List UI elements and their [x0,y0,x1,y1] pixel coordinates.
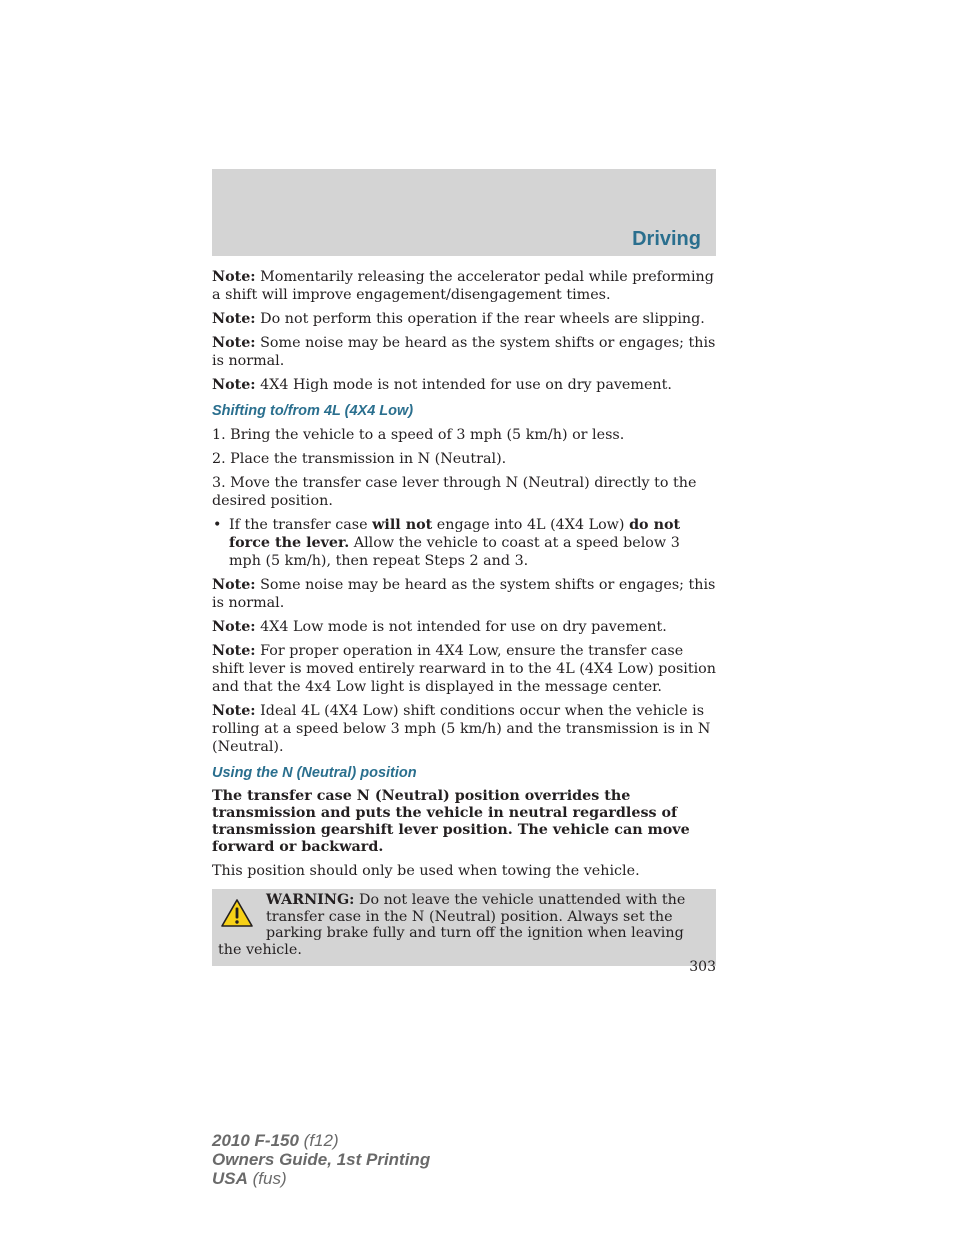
note-paragraph [212,702,716,756]
note-label: Note: [212,311,256,327]
note-text: Some noise may be heard as the system shifts or engages; this is normal. [212,577,716,611]
bullet-text: engage into 4L (4X4 Low) [432,517,630,533]
note-paragraph [212,618,716,636]
warning-box [212,889,716,966]
warning-text: Do not leave the vehicle unattended with the transfer case in the N (Neutral) position. Always set the parking brake fully and turn off the ignition when leaving the vehicle. [218,892,686,958]
step-item: 1. Bring the vehicle to a speed of 3 mph (5 km/h) or less. [212,427,625,443]
note-label: Note: [212,703,256,719]
note-text: 4X4 High mode is not intended for use on dry pavement. [255,377,672,393]
note-paragraph [212,576,716,612]
note-text: For proper operation in 4X4 Low, ensure the transfer case shift lever is moved entirely rearward in to the 4L (4X4 Low) position and that the 4x4 Low light is displayed in the message center. [212,643,716,695]
bullet-text: If the transfer case [229,517,373,533]
bullet-marker: • [213,517,222,533]
step-item: 3. Move the transfer case lever through N (Neutral) directly to the desired position. [212,475,697,509]
page-content [212,268,716,966]
note-paragraph [212,376,716,394]
step-item: 2. Place the transmission in N (Neutral). [212,451,507,467]
note-paragraph [212,310,716,328]
footer-line-model [212,1131,430,1150]
note-text: 4X4 Low mode is not intended for use on dry pavement. [255,619,667,635]
note-label: Note: [212,643,256,659]
body-paragraph: This position should only be used when towing the vehicle. [212,863,640,879]
note-text: Some noise may be heard as the system shifts or engages; this is normal. [212,335,716,369]
note-label: Note: [212,619,256,635]
subheading-4l: Shifting to/from 4L (4X4 Low) [212,403,414,419]
footer-printing-info [212,1131,430,1188]
footer-line-market [212,1169,430,1188]
page-number: 303 [689,959,716,975]
section-header-band [212,169,716,256]
note-label: Note: [212,269,256,285]
footer-line-guide [212,1150,430,1169]
bullet-emphasis: will not [372,517,433,533]
note-paragraph [212,642,716,696]
warning-triangle-icon [220,898,254,928]
footer-market-code: (fus) [247,1169,287,1188]
note-label: Note: [212,335,256,351]
warning-label: WARNING: [266,892,355,908]
footer-guide: Owners Guide, 1st Printing [212,1150,431,1169]
note-label: Note: [212,577,256,593]
bullet-emphasis: do not force the lever. [229,517,681,551]
note-text: Momentarily releasing the accelerator pedal while preforming a shift will improve engagement/disengagement times. [212,269,714,303]
subheading-neutral: Using the N (Neutral) position [212,765,417,781]
footer-model: 2010 F-150 [212,1131,299,1150]
note-paragraph [212,268,716,304]
note-paragraph [212,334,716,370]
note-text: Do not perform this operation if the rear wheels are slipping. [255,311,705,327]
bullet-text: Allow the vehicle to coast at a speed below 3 mph (5 km/h), then repeat Steps 2 and 3. [229,535,680,569]
section-title: Driving [632,228,701,250]
note-text: Ideal 4L (4X4 Low) shift conditions occur when the vehicle is rolling at a speed below 3 mph (5 km/h) and the transmission is in N (Neutral). [212,703,711,755]
bullet-item [212,516,716,570]
bold-paragraph: The transfer case N (Neutral) position overrides the transmission and puts the vehicle in neutral regardless of transmission gearshift lever position. The vehicle can move forward or backward. [212,788,690,855]
footer-code: (f12) [298,1131,339,1150]
note-label: Note: [212,377,256,393]
footer-market: USA [212,1169,248,1188]
